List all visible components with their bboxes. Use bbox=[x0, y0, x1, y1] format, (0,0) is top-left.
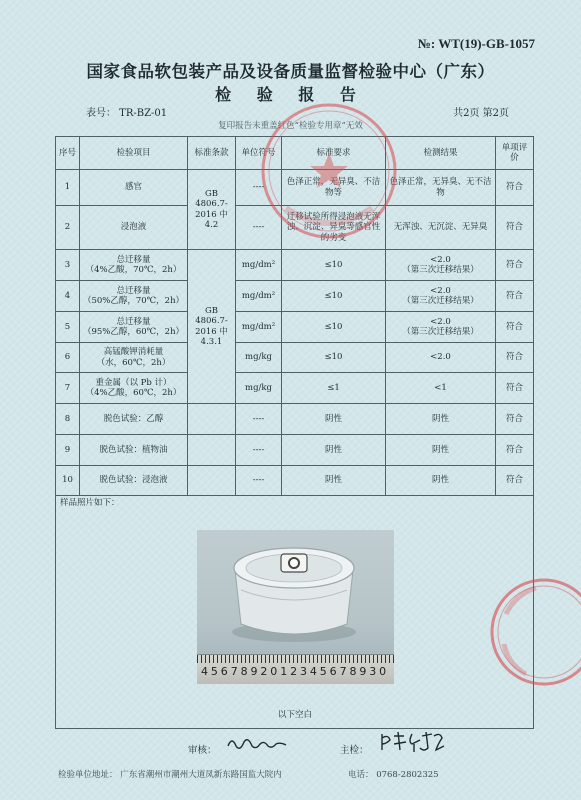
header-standard: 标准条款 bbox=[188, 137, 236, 170]
approver-signature bbox=[378, 730, 448, 754]
table-row bbox=[56, 435, 534, 466]
page-info: 共2页 第2页 bbox=[453, 108, 509, 119]
form-number: 表号： TR-BZ-01 bbox=[86, 108, 168, 119]
report-subtitle: 检 验 报 告 bbox=[215, 85, 366, 104]
row-result: 阴性 bbox=[386, 466, 496, 496]
header-item: 检验项目 bbox=[80, 137, 188, 170]
measurement-ruler bbox=[197, 654, 394, 684]
row-unit: mg/dm² bbox=[236, 281, 282, 312]
item-name: 总迁移量 bbox=[116, 254, 151, 265]
row-item bbox=[80, 343, 188, 373]
result-value: <2.0 bbox=[430, 316, 451, 327]
header-requirement: 标准要求 bbox=[282, 137, 386, 170]
item-condition: （4%乙酸，60℃，2h） bbox=[85, 388, 182, 398]
row-unit: ---- bbox=[236, 170, 282, 206]
item-condition: （50%乙醇，70℃，2h） bbox=[82, 296, 185, 306]
table-row bbox=[56, 312, 534, 343]
item-name: 总迁移量 bbox=[116, 316, 151, 327]
row-item: 脱色试验：浸泡液 bbox=[80, 466, 188, 496]
report-title: 国家食品软包装产品及设备质量监督检验中心（广东） bbox=[86, 62, 495, 81]
result-note: （第三次迁移结果） bbox=[402, 296, 479, 306]
results-table bbox=[55, 136, 534, 729]
reviewer-label: 审核： bbox=[188, 745, 217, 756]
row-verdict: 符合 bbox=[496, 343, 534, 373]
row-requirement: ≤10 bbox=[282, 281, 386, 312]
table-row bbox=[56, 170, 534, 206]
header-verdict: 单项评价 bbox=[496, 137, 534, 170]
row-unit: mg/dm² bbox=[236, 250, 282, 281]
row-item bbox=[80, 250, 188, 281]
reviewer-signature bbox=[226, 734, 290, 754]
row-requirement: ≤10 bbox=[282, 250, 386, 281]
row-unit: mg/kg bbox=[236, 373, 282, 404]
row-result bbox=[386, 281, 496, 312]
row-result: 无浑浊、无沉淀、无异臭 bbox=[386, 206, 496, 250]
container-image bbox=[227, 540, 361, 644]
row-requirement: 色泽正常，无异臭、不洁物等 bbox=[282, 170, 386, 206]
row-result bbox=[386, 312, 496, 343]
row-item: 浸泡液 bbox=[80, 206, 188, 250]
row-unit: ---- bbox=[236, 206, 282, 250]
row-standard bbox=[188, 404, 236, 435]
row-verdict: 符合 bbox=[496, 404, 534, 435]
row-no: 3 bbox=[56, 250, 80, 281]
item-condition: （水，60℃，2h） bbox=[96, 357, 171, 368]
document-number: №: WT(19)-GB-1057 bbox=[417, 36, 535, 51]
photo-label: 样品照片如下： bbox=[60, 498, 120, 508]
row-standard bbox=[188, 435, 236, 466]
row-item bbox=[80, 312, 188, 343]
phone-number: 电话： 0768-2802325 bbox=[348, 770, 439, 780]
blank-notice: 以下空白 bbox=[277, 710, 312, 720]
row-item bbox=[80, 281, 188, 312]
table-row bbox=[56, 466, 534, 496]
row-no: 7 bbox=[56, 373, 80, 404]
header-result: 检测结果 bbox=[386, 137, 496, 170]
row-no: 1 bbox=[56, 170, 80, 206]
row-no: 4 bbox=[56, 281, 80, 312]
row-result: 阴性 bbox=[386, 404, 496, 435]
photo-row bbox=[56, 496, 534, 729]
result-value: <2.0 bbox=[430, 285, 451, 296]
table-row bbox=[56, 343, 534, 373]
row-verdict: 符合 bbox=[496, 435, 534, 466]
item-condition: （4%乙酸，70℃，2h） bbox=[85, 265, 182, 275]
copy-notice: 复印报告未重盖红色“检验专用章”无效 bbox=[218, 121, 363, 131]
row-standard bbox=[188, 466, 236, 496]
row-item: 脱色试验：乙醇 bbox=[80, 404, 188, 435]
row-no: 10 bbox=[56, 466, 80, 496]
row-result: <1 bbox=[386, 373, 496, 404]
table-row bbox=[56, 281, 534, 312]
ruler-numbers: 4567892012345678930 bbox=[201, 665, 390, 678]
row-no: 9 bbox=[56, 435, 80, 466]
row-result bbox=[386, 250, 496, 281]
row-unit: ---- bbox=[236, 404, 282, 435]
sample-photo bbox=[197, 530, 394, 684]
row-result: <2.0 bbox=[386, 343, 496, 373]
inspection-address: 检验单位地址： 广东省潮州市潮州大道凤新东路国监大院内 bbox=[58, 770, 282, 780]
row-item bbox=[80, 373, 188, 404]
row-result: 色泽正常，无异臭、无不洁物 bbox=[386, 170, 496, 206]
result-note: （第三次迁移结果） bbox=[402, 327, 479, 337]
row-result: 阴性 bbox=[386, 435, 496, 466]
row-unit: mg/kg bbox=[236, 343, 282, 373]
row-unit: ---- bbox=[236, 466, 282, 496]
item-condition: （95%乙醇，60℃，2h） bbox=[82, 327, 185, 337]
table-row bbox=[56, 404, 534, 435]
row-no: 8 bbox=[56, 404, 80, 435]
row-verdict: 符合 bbox=[496, 312, 534, 343]
standard-clause-first: GB 4806.7-2016 中 4.2 bbox=[188, 170, 236, 250]
row-requirement: 阴性 bbox=[282, 435, 386, 466]
item-name: 总迁移量 bbox=[116, 285, 151, 296]
row-no: 6 bbox=[56, 343, 80, 373]
row-verdict: 符合 bbox=[496, 170, 534, 206]
row-verdict: 符合 bbox=[496, 206, 534, 250]
item-name: 重金属（以 Pb 计） bbox=[95, 377, 172, 388]
approver-label: 主检： bbox=[340, 745, 369, 756]
table-header-row bbox=[56, 137, 534, 170]
item-name: 高锰酸钾消耗量 bbox=[103, 347, 164, 358]
row-no: 5 bbox=[56, 312, 80, 343]
table-row bbox=[56, 373, 534, 404]
row-requirement: ≤10 bbox=[282, 343, 386, 373]
row-verdict: 符合 bbox=[496, 250, 534, 281]
table-row bbox=[56, 206, 534, 250]
header-seq: 序号 bbox=[56, 137, 80, 170]
row-verdict: 符合 bbox=[496, 466, 534, 496]
row-verdict: 符合 bbox=[496, 373, 534, 404]
row-no: 2 bbox=[56, 206, 80, 250]
table-row bbox=[56, 250, 534, 281]
row-item: 脱色试验：植物油 bbox=[80, 435, 188, 466]
result-value: <2.0 bbox=[430, 254, 451, 265]
row-requirement: ≤10 bbox=[282, 312, 386, 343]
row-requirement: 阴性 bbox=[282, 466, 386, 496]
photo-cell bbox=[56, 496, 534, 729]
standard-clause-second: GB 4806.7-2016 中 4.3.1 bbox=[188, 250, 236, 404]
row-unit: mg/dm² bbox=[236, 312, 282, 343]
header-unit: 单位符号 bbox=[236, 137, 282, 170]
row-requirement: ≤1 bbox=[282, 373, 386, 404]
row-item: 感官 bbox=[80, 170, 188, 206]
row-requirement: 阴性 bbox=[282, 404, 386, 435]
row-verdict: 符合 bbox=[496, 281, 534, 312]
row-requirement: 迁移试验所得浸泡液无浑浊、沉淀、异臭等感官性的劣变 bbox=[282, 206, 386, 250]
result-note: （第三次迁移结果） bbox=[402, 265, 479, 275]
row-unit: ---- bbox=[236, 435, 282, 466]
